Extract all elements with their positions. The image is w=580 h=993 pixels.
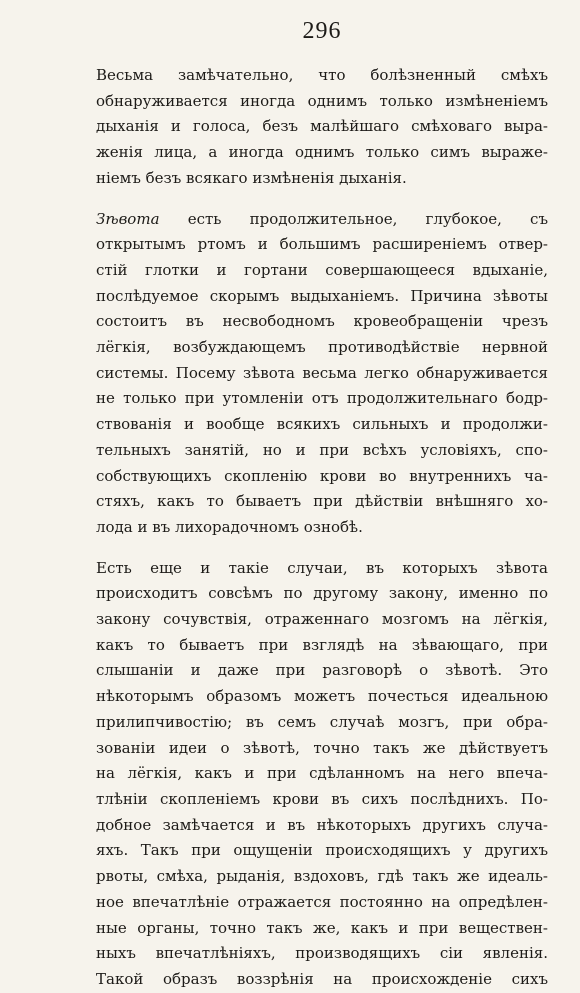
emphasized-word: Зѣвота <box>96 209 160 228</box>
text-line: лёгкія, возбуждающемъ противодѣйствіе нервной <box>96 338 548 357</box>
text-line: стяхъ, какъ то бываетъ при дѣйствіи внѣшняго хо- <box>96 492 548 511</box>
text-line: обнаруживается иногда однимъ только измѣненіемъ <box>96 91 548 110</box>
text-line: Такой образъ воззрѣнія на происхожденіе сихъ <box>96 969 548 988</box>
text-line: Есть еще и такіе случаи, въ которыхъ зѣвота <box>96 558 548 577</box>
text-line: тлѣніи скопленіемъ крови въ сихъ послѣднихъ. По- <box>96 789 548 808</box>
text-line: ные органы, точно такъ же, какъ и при веществен- <box>96 918 548 937</box>
text-line: на лёгкія, какъ и при сдѣланномъ на него впеча- <box>96 764 548 783</box>
line-tail: есть продолжительное, глубокое, съ <box>159 209 548 228</box>
text-line: лода и въ лихорадочномъ ознобѣ. <box>96 517 363 536</box>
text-line: ныхъ впечатлѣніяхъ, производящихъ сіи явленія. <box>96 944 548 963</box>
paragraph-3 <box>96 556 548 993</box>
paragraph-1 <box>96 63 548 192</box>
text-line: происходитъ совсѣмъ по другому закону, именно по <box>96 584 548 603</box>
text-line: добное замѣчается и въ нѣкоторыхъ другихъ случа- <box>96 815 548 834</box>
text-line: закону сочувствія, отраженнаго мозгомъ на лёгкія, <box>96 610 548 629</box>
text-line: нѣкоторымъ образомъ можетъ почесться идеальною <box>96 687 548 706</box>
text-line: яхъ. Такъ при ощущеніи происходящихъ у другихъ <box>96 841 548 860</box>
text-line: Весьма замѣчательно, что болѣзненный смѣхъ <box>96 66 548 84</box>
text-line-with-emphasis <box>96 207 548 233</box>
text-line: системы. Посему зѣвота весьма легко обнаруживается <box>96 363 548 382</box>
text-line: ніемъ безъ всякаго измѣненія дыханія. <box>96 168 407 187</box>
text-line: ное впечатлѣніе отражается постоянно на опредѣлен- <box>96 892 548 911</box>
paragraph-2 <box>96 207 548 541</box>
text-line: рвоты, смѣха, рыданія, вздоховъ, гдѣ такъ же идеаль- <box>96 867 548 886</box>
text-line: стій глотки и гортани совершающееся вдыханіе, <box>96 260 548 279</box>
text-line: прилипчивостію; въ семъ случаѣ мозгъ, при обра- <box>96 712 548 731</box>
text-line: дыханія и голоса, безъ малѣйшаго смѣховаго выра- <box>96 117 548 136</box>
text-line: состоитъ въ несвободномъ кровеобращеніи чрезъ <box>96 312 548 331</box>
text-line: зованіи идеи о зѣвотѣ, точно такъ же дѣйствуетъ <box>96 738 548 757</box>
text-line: собствующихъ скопленію крови во внутреннихъ ча- <box>96 466 548 485</box>
text-line: послѣдуемое скорымъ выдыханіемъ. Причина зѣвоты <box>96 286 548 305</box>
text-line: ствованія и вообще всякихъ сильныхъ и продолжи- <box>96 415 548 434</box>
text-line: женія лица, а иногда однимъ только симъ выраже- <box>96 143 548 162</box>
text-line: какъ то бываетъ при взглядѣ на зѣвающаго, при <box>96 635 548 654</box>
text-line: слышаніи и даже при разговорѣ о зѣвотѣ. Это <box>96 661 548 680</box>
text-line: не только при утомленіи отъ продолжительнаго бодр- <box>96 389 548 408</box>
page-number: 296 <box>302 18 342 44</box>
text-line: открытымъ ртомъ и большимъ расширеніемъ отвер- <box>96 235 548 254</box>
text-line: тельныхъ занятій, но и при всѣхъ условіяхъ, спо- <box>96 440 548 459</box>
